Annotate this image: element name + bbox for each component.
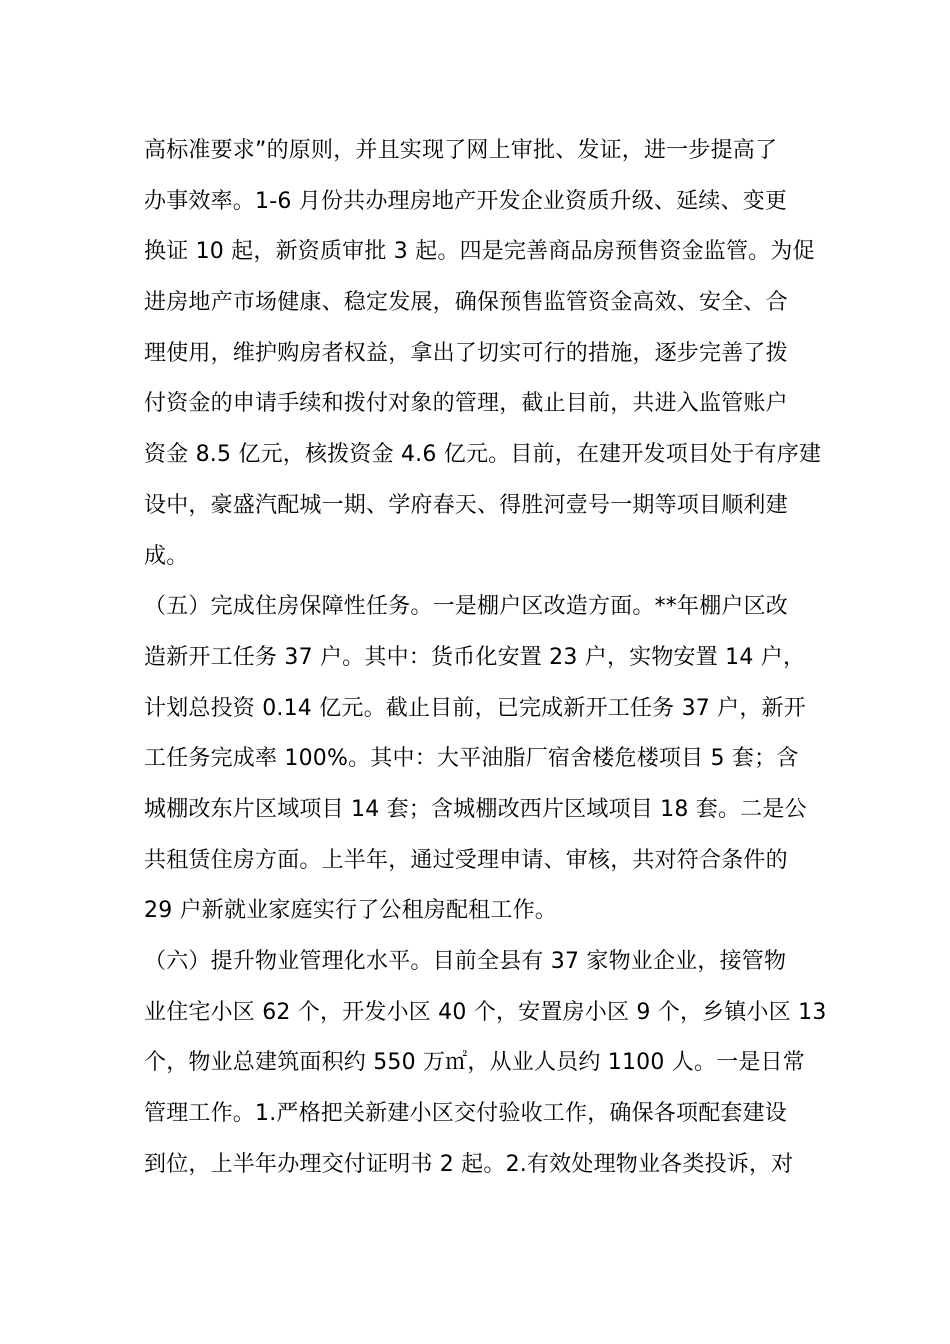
text-line: 理使用，维护购房者权益，拿出了切实可行的措施，逐步完善了拨: [144, 340, 788, 366]
document-body: [144, 126, 827, 1190]
text-line: （六）提升物业管理化水平。目前全县有 37 家物业企业，接管物: [144, 949, 787, 974]
paragraph-housing-security: [144, 582, 808, 937]
text-line: 高标准要求”的原则，并且实现了网上审批、发证，进一步提高了: [144, 138, 778, 163]
text-line: 资金 8.5 亿元，核拨资金 4.6 亿元。目前，在建开发项目处于有序建: [144, 442, 822, 468]
text-line: （五）完成住房保障性任务。一是棚户区改造方面。**年棚户区改: [144, 594, 789, 620]
text-line: 29 户新就业家庭实行了公租房配租工作。: [144, 898, 557, 924]
text-line: 成。: [144, 543, 189, 569]
text-line: 业住宅小区 62 个，开发小区 40 个，安置房小区 9 个，乡镇小区 13: [144, 999, 827, 1025]
text-line: 造新开工任务 37 户。其中：货币化安置 23 户，实物安置 14 户，: [144, 644, 806, 670]
text-line: 到位，上半年办理交付证明书 2 起。2.有效处理物业各类投诉，对: [144, 1151, 794, 1177]
text-line: 城棚改东片区域项目 14 套；含城棚改西片区域项目 18 套。二是公: [144, 796, 807, 822]
text-line: 付资金的申请手续和拨付对象的管理，截止目前，共进入监管账户: [144, 391, 788, 417]
paragraph-approval-presale: [144, 126, 822, 582]
text-line: 设中，豪盛汽配城一期、学府春天、得胜河壹号一期等项目顺利建: [144, 492, 788, 518]
text-line: 管理工作。1.严格把关新建小区交付验收工作，确保各项配套建设: [144, 1101, 787, 1127]
text-line: 办事效率。1-6 月份共办理房地产开发企业资质升级、延续、变更: [144, 188, 788, 214]
text-line: 工任务完成率 100%。其中：大平油脂厂宿舍楼危楼项目 5 套；含: [144, 746, 799, 772]
text-line: 共租赁住房方面。上半年，通过受理申请、审核，共对符合条件的: [144, 847, 788, 873]
text-line: 计划总投资 0.14 亿元。截止目前，已完成新开工任务 37 户，新开: [144, 695, 806, 721]
text-line: 个，物业总建筑面积约 550 万㎡，从业人员约 1100 人。一是日常: [144, 1050, 805, 1076]
paragraph-property-management: [144, 937, 827, 1190]
text-line: 换证 10 起，新资质审批 3 起。四是完善商品房预售资金监管。为促: [144, 239, 815, 265]
text-line: 进房地产市场健康、稳定发展，确保预售监管资金高效、安全、合: [144, 290, 788, 316]
